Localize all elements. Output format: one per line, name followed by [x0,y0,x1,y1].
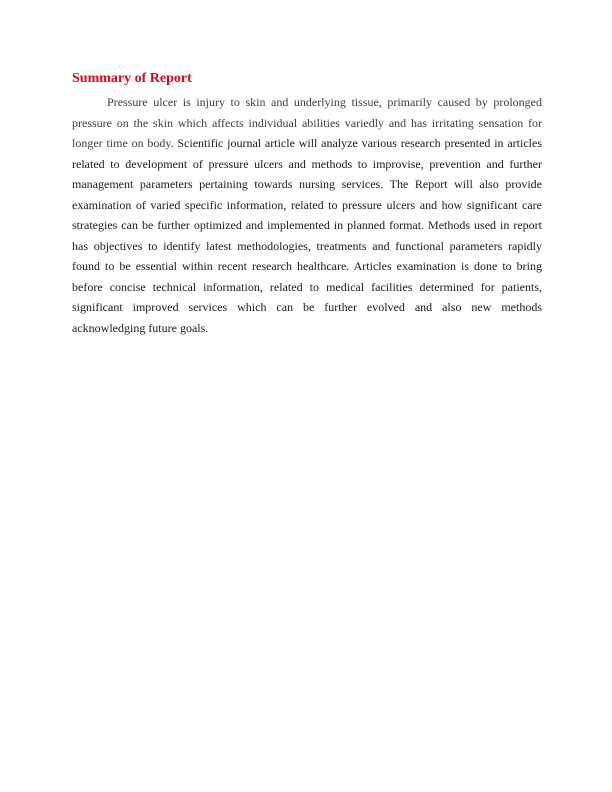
text-run: examination of varied specific information, related to pressure ulcers and how significant care [72,197,542,212]
paragraph-line [72,297,542,318]
text-run: found to be essential within recent research healthcare. Articles examination is done to bring [72,259,542,273]
text-run: significant improved services which can be further evolved and also new methods [72,300,542,314]
text-run: has objectives to identify latest methodologies, treatments and functional parameters rapidly [72,238,542,253]
summary-paragraph [72,92,542,338]
paragraph-line [72,215,542,236]
text-run: acknowledging future goals. [72,320,209,335]
text-run: Scientific journal article will analyze various research presented in articles [177,136,542,150]
paragraph-line [72,318,542,339]
text-run: longer time on body. [72,136,178,150]
text-run: related to development of pressure ulcers and methods to improvise, prevention and further [72,156,542,171]
paragraph-line [72,236,542,257]
paragraph-line [72,92,542,113]
page-content [72,70,542,338]
paragraph-line [72,113,542,134]
text-run: before concise technical information, related to medical facilities determined for patients, [72,279,542,294]
text-run: Pressure ulcer is injury to skin and underlying tissue, primarily caused by prolonged [107,95,542,109]
paragraph-line [72,195,542,216]
paragraph-line [72,154,542,175]
paragraph-line [72,133,542,154]
paragraph-line [72,174,542,195]
report-summary-heading: Summary of Report [72,71,192,86]
text-run: pressure on the skin which affects individual abilities variedly and has irritating sensation for [72,115,542,130]
text-run: strategies can be further optimized and implemented in planned format. Methods used in report [72,218,542,232]
text-run: management parameters pertaining towards nursing services. The Report will also provide [72,177,542,191]
paragraph-line [72,256,542,277]
paragraph-line [72,277,542,298]
